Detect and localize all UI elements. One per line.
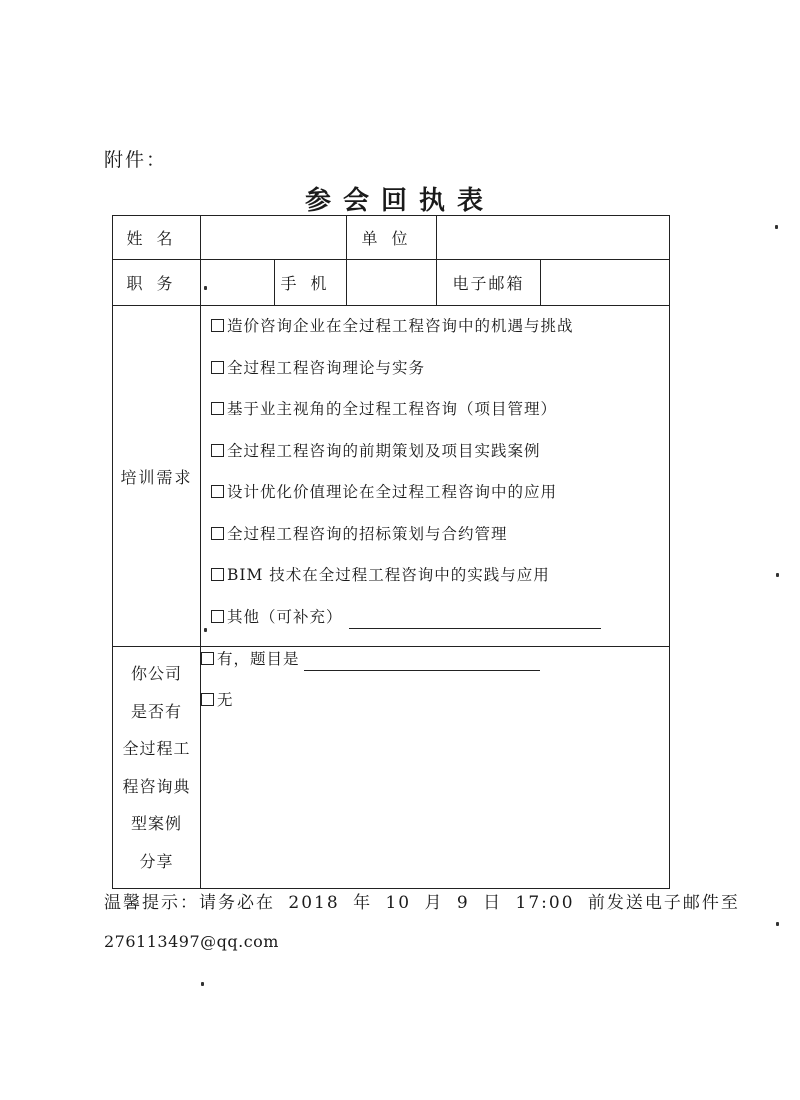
unit-field[interactable] — [437, 216, 670, 260]
case-share-label — [113, 647, 201, 889]
attachment-label: 附件： — [104, 149, 168, 171]
training-option-other[interactable] — [211, 605, 669, 647]
training-option[interactable] — [211, 480, 669, 522]
case-share-no-label: 无 — [217, 691, 234, 709]
case-share-label-line: 全过程工 — [122, 739, 191, 758]
scan-speck — [775, 225, 778, 229]
case-share-label-line: 程咨询典 — [122, 776, 191, 796]
position-field[interactable] — [201, 260, 275, 306]
training-option-label: 基于业主视角的全过程工程咨询（项目管理） — [227, 400, 558, 418]
scan-speck — [204, 286, 207, 290]
training-option-label: 全过程工程咨询的招标策划与合约管理 — [227, 524, 508, 543]
form-title: 参会回执表 — [304, 186, 495, 216]
training-option-label: BIM 技术在全过程工程咨询中的实践与应用 — [227, 566, 550, 584]
name-field[interactable] — [201, 216, 347, 260]
name-label: 姓名 — [113, 216, 201, 260]
training-label: 培训需求 — [113, 306, 201, 647]
training-option[interactable] — [211, 439, 669, 481]
phone-label: 手机 — [275, 260, 347, 306]
checkbox[interactable] — [201, 693, 214, 706]
training-option[interactable] — [211, 563, 669, 605]
training-other-label: 其他（可补充） — [227, 607, 343, 626]
checkbox[interactable] — [201, 652, 214, 665]
reminder-email: 276113497@qq.com — [104, 932, 279, 951]
training-option[interactable] — [211, 314, 669, 356]
case-share-yes-label: 有，题目是 — [217, 650, 300, 668]
case-topic-input[interactable] — [304, 650, 540, 671]
case-share-no-option[interactable] — [201, 688, 669, 729]
form-row-name — [113, 216, 670, 260]
training-options — [201, 306, 670, 647]
checkbox[interactable] — [211, 444, 224, 457]
training-option[interactable] — [211, 397, 669, 439]
email-label: 电子邮箱 — [437, 260, 541, 306]
training-option-label: 设计优化价值理论在全过程工程咨询中的应用 — [227, 483, 558, 501]
email-field[interactable] — [541, 260, 670, 306]
reminder-text: 温馨提示：请务必在 2018 年 10 月 9 日 17:00 前发送电子邮件至 — [104, 893, 740, 913]
checkbox[interactable] — [211, 527, 224, 540]
unit-label: 单位 — [347, 216, 437, 260]
training-option[interactable] — [211, 356, 669, 398]
checkbox[interactable] — [211, 361, 224, 374]
training-option[interactable] — [211, 522, 669, 564]
checkbox[interactable] — [211, 568, 224, 581]
training-option-label: 全过程工程咨询理论与实务 — [227, 358, 426, 377]
checkbox[interactable] — [211, 319, 224, 332]
case-share-options — [201, 647, 670, 889]
case-share-label-line: 是否有 — [130, 701, 182, 721]
registration-form-table — [112, 215, 670, 889]
training-option-label: 全过程工程咨询的前期策划及项目实践案例 — [227, 441, 541, 460]
checkbox[interactable] — [211, 610, 224, 623]
position-label: 职务 — [113, 260, 201, 306]
phone-field[interactable] — [347, 260, 437, 306]
form-row-position — [113, 260, 670, 306]
scan-speck — [204, 628, 207, 632]
form-row-case-share — [113, 647, 670, 889]
checkbox[interactable] — [211, 485, 224, 498]
case-share-yes-option[interactable] — [201, 647, 669, 688]
training-other-input[interactable] — [349, 608, 601, 629]
scan-speck — [776, 573, 779, 577]
case-share-label-line: 分享 — [139, 851, 174, 871]
case-share-label-line: 型案例 — [130, 814, 182, 833]
case-share-label-line: 你公司 — [130, 664, 182, 683]
scan-speck — [776, 922, 779, 926]
training-option-label: 造价咨询企业在全过程工程咨询中的机遇与挑战 — [227, 317, 574, 335]
checkbox[interactable] — [211, 402, 224, 415]
scan-speck — [201, 982, 204, 986]
form-row-training — [113, 306, 670, 647]
